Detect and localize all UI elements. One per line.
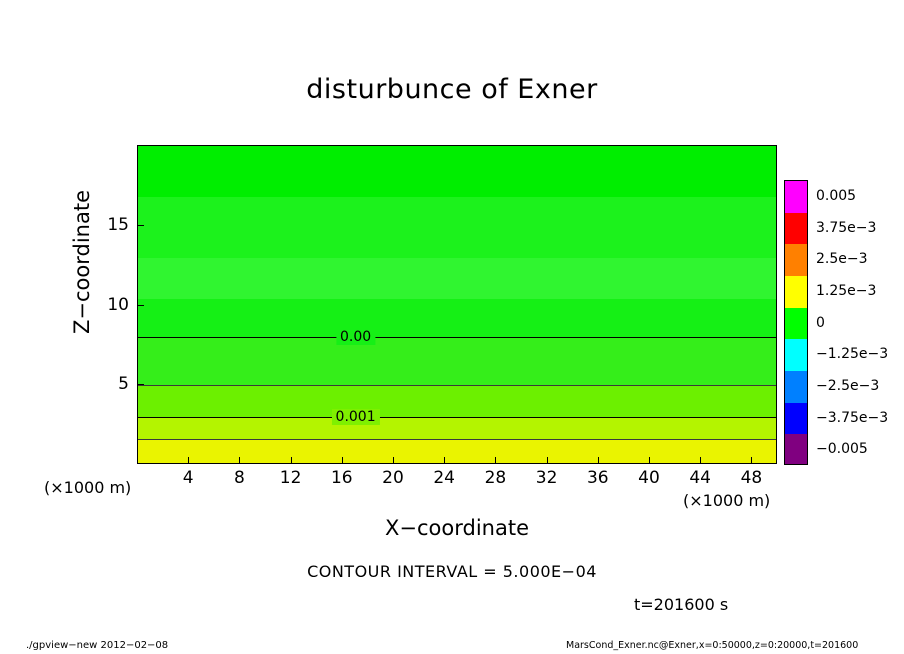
colorbar-cell <box>785 213 807 245</box>
colorbar-cell <box>785 339 807 371</box>
contour-line <box>138 385 776 386</box>
footer-left: ./gpview−new 2012−02−08 <box>26 640 169 651</box>
x-tick-label: 24 <box>433 468 456 488</box>
x-tick-label: 32 <box>535 468 558 488</box>
colorbar-tick-label: −2.5e−3 <box>816 377 880 394</box>
x-tick <box>188 457 189 464</box>
contour-interval-note: CONTOUR INTERVAL = 5.000E−04 <box>307 562 597 581</box>
y-tick <box>137 225 144 226</box>
contour-band <box>138 385 776 417</box>
contour-band <box>138 299 776 338</box>
contour-line <box>138 337 776 338</box>
x-tick-label: 36 <box>586 468 609 488</box>
colorbar-cell <box>785 371 807 403</box>
colorbar-cell <box>785 308 807 340</box>
colorbar-cell <box>785 276 807 308</box>
contour-band <box>138 439 776 464</box>
colorbar-cell <box>785 434 807 465</box>
x-tick-label: 40 <box>638 468 660 488</box>
y-tick-label: 5 <box>118 374 129 395</box>
timestamp-note: t=201600 s <box>634 595 729 614</box>
x-tick <box>547 457 548 464</box>
x-tick-label: 8 <box>233 468 245 488</box>
x-tick <box>649 457 650 464</box>
x-tick-label: 48 <box>740 468 763 488</box>
contour-line <box>138 439 776 440</box>
contour-label: 0.00 <box>336 329 375 345</box>
x-tick <box>751 457 752 464</box>
y-axis-ticks <box>107 145 177 464</box>
x-axis-unit-right: (×1000 m) <box>683 491 771 510</box>
contour-band <box>138 197 776 258</box>
x-tick-label: 4 <box>182 468 194 488</box>
colorbar <box>784 180 808 465</box>
x-tick-label: 16 <box>330 468 353 488</box>
colorbar-cell <box>785 181 807 213</box>
colorbar-tick-label: −1.25e−3 <box>816 346 889 363</box>
x-tick-label: 20 <box>382 468 404 488</box>
x-axis-label: X−coordinate <box>385 516 529 540</box>
footer-right: MarsCond_Exner.nc@Exner,x=0:50000,z=0:20000,t=201600 <box>566 640 859 651</box>
x-tick-label: 12 <box>279 468 302 488</box>
colorbar-cell <box>785 244 807 276</box>
x-tick <box>393 457 394 464</box>
colorbar-tick-label: 2.5e−3 <box>816 251 868 268</box>
contour-label: 0.001 <box>332 409 380 425</box>
x-tick <box>239 457 240 464</box>
x-axis-ticks <box>137 464 777 504</box>
y-tick <box>137 384 144 385</box>
colorbar-cell <box>785 403 807 435</box>
x-tick-label: 44 <box>689 468 712 488</box>
y-tick-label: 10 <box>107 294 129 315</box>
x-axis-unit-left: (×1000 m) <box>44 478 132 497</box>
contour-band <box>138 146 776 198</box>
chart-title: disturbunce of Exner <box>306 74 598 105</box>
y-tick <box>137 305 144 306</box>
x-tick <box>598 457 599 464</box>
colorbar-tick-label: 0 <box>816 314 825 331</box>
contour-band <box>138 337 776 385</box>
colorbar-tick-label: −3.75e−3 <box>816 409 889 426</box>
x-tick <box>700 457 701 464</box>
y-axis-label: Z−coordinate <box>70 190 94 334</box>
colorbar-tick-label: −0.005 <box>816 441 868 458</box>
y-tick-label: 15 <box>107 214 129 235</box>
x-tick <box>444 457 445 464</box>
colorbar-tick-label: 0.005 <box>816 187 857 204</box>
contour-band <box>138 258 776 300</box>
contour-band <box>138 417 776 440</box>
colorbar-tick-label: 1.25e−3 <box>816 282 877 299</box>
x-tick-label: 28 <box>484 468 507 488</box>
x-tick <box>495 457 496 464</box>
x-tick <box>342 457 343 464</box>
colorbar-tick-label: 3.75e−3 <box>816 219 877 236</box>
plot-area <box>137 145 777 464</box>
x-tick <box>291 457 292 464</box>
contour-line <box>138 417 776 418</box>
